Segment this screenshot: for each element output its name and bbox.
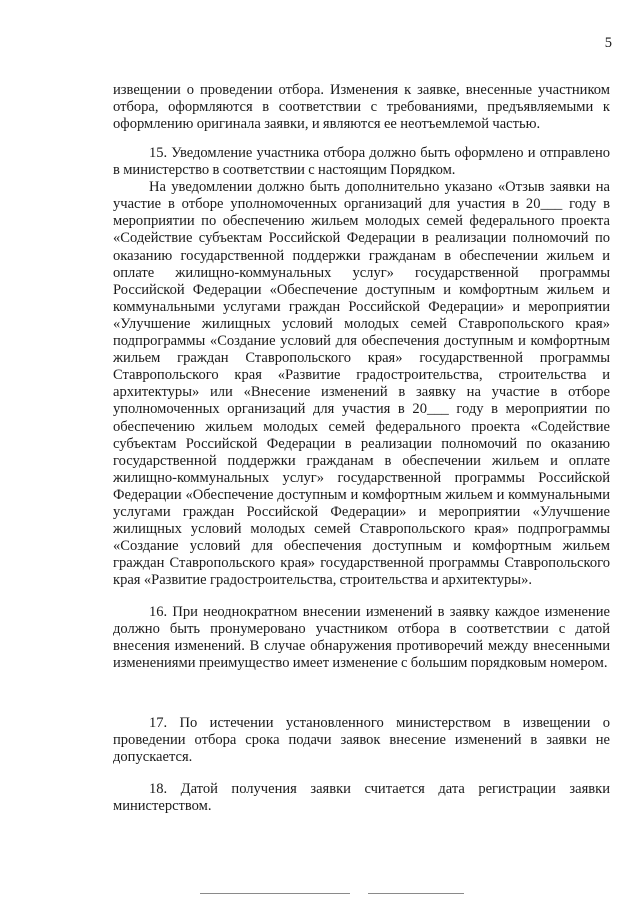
- paragraph-17-text: 17. По истечении установленного министерством в извещении о проведении отбора срока подачи заявок внесение изменений в заявки не допускается.: [113, 715, 610, 766]
- paragraph-15: [113, 145, 610, 589]
- paragraph-15-intro: 15. Уведомление участника отбора должно быть оформлено и отправлено в министерство в соответствии с настоящим Порядком.: [113, 145, 610, 179]
- paragraph-continuation: [113, 82, 610, 133]
- paragraph-16-text: 16. При неоднократном внесении изменений в заявку каждое изменение должно быть пронумеровано участником отбора в соответствии с датой внесения изменений. В случае обнаружения противоречий между внесенными изменениями преимущество имеет изменение с большим порядковым номером.: [113, 604, 610, 672]
- footer-divider-right: [368, 893, 464, 894]
- paragraph-16: [113, 604, 610, 672]
- paragraph-18-text: 18. Датой получения заявки считается дата регистрации заявки министерством.: [113, 781, 610, 815]
- footer-divider: [200, 893, 350, 894]
- page-number: 5: [604, 35, 612, 51]
- paragraph-15-body: На уведомлении должно быть дополнительно указано «Отзыв заявки на участие в отборе уполномоченных организаций для участия в 20___ году в мероприятии по обеспечению жильем молодых семей федерального проекта «Содействие субъектам Российской Федерации в реализации полномочий по оказанию государственной поддержки гражданам в обеспечении жильем и оплате жилищно-коммунальных услуг» государственной программы Российской Федерации «Обеспечение доступным и комфортным жильем и коммунальными услугами граждан Российской Федерации» и мероприятии «Улучшение жилищных условий молодых семей Ставропольского края» подпрограммы «Создание условий для обеспечения доступным и комфортным жильем граждан Ставропольского края» государственной программы Ставропольского края «Развитие градостроительства, строительства и архитектуры» или «Внесение изменений в заявку на участие в отборе уполномоченных организаций для участия в 20___ году в мероприятии по обеспечению жильем молодых семей федерального проекта «Содействие субъектам Российской Федерации в реализации полномочий по оказанию государственной поддержки гражданам в обеспечении жильем и оплате жилищно-коммунальных услуг» государственной программы Российской Федерации «Обеспечение доступным и комфортным жильем и коммунальными услугами граждан Российской Федерации» и мероприятии «Улучшение жилищных условий молодых семей Ставропольского края» подпрограммы «Создание условий для обеспечения доступным и комфортным жильем граждан Ставропольского края» государственной программы Ставропольского края «Развитие градостроительства, строительства и архитектуры».: [113, 179, 610, 589]
- paragraph-text: извещении о проведении отбора. Изменения к заявке, внесенные участником отбора, оформляются в соответствии с требованиями, предъявляемыми к оформлению оригинала заявки, и являются ее неотъемлемой частью.: [113, 82, 610, 133]
- paragraph-18: [113, 781, 610, 815]
- paragraph-17: [113, 715, 610, 766]
